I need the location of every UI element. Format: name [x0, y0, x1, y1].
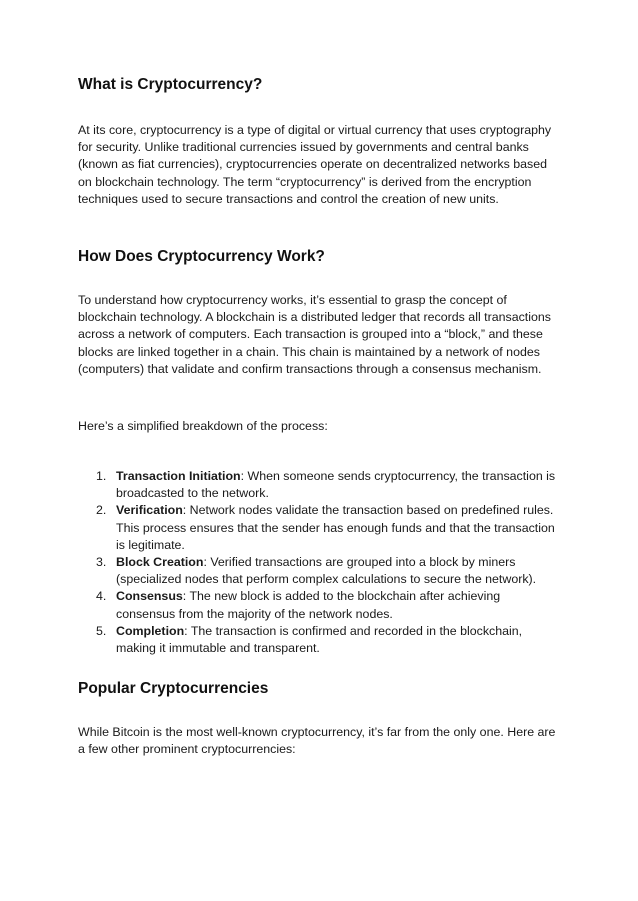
list-item-number: 1. — [96, 469, 107, 483]
paragraph-popular-intro: While Bitcoin is the most well-known cryptocurrency, it’s far from the only one. Here are a few other prominent cryptocurrencies: — [78, 725, 556, 757]
list-item-term: Transaction Initiation — [116, 469, 241, 483]
list-item-text: : Verified transactions are grouped into a block by miners (specialized nodes that perform complex calculations to secure the network). — [116, 555, 537, 587]
paragraph-crypto-definition: At its core, cryptocurrency is a type of digital or virtual currency that uses cryptography for security. Unlike traditional currencies issued by governments and central banks (known as fiat currencies), cryptocurrencies operate on decentralized networks based on blockchain technology. The term “cryptocurrency” is derived from the encryption techniques used to secure transactions and control the creation of new units. — [78, 123, 552, 206]
list-item-number: 2. — [96, 503, 107, 518]
paragraph-blockchain-explanation: To understand how cryptocurrency works, it’s essential to grasp the concept of blockchain technology. A blockchain is a distributed ledger that records all transactions across a network of computers. Each transaction is grouped into a “block,” and these blocks are linked together in a chain. This chain is maintained by a network of nodes (computers) that validate and confirm transactions through a consensus mechanism. — [78, 293, 551, 376]
list-item-verification — [78, 502, 562, 554]
list-item-block-creation — [78, 554, 562, 588]
list-item-term: Consensus — [116, 589, 183, 604]
list-item-number: 3. — [96, 555, 107, 570]
list-item-transaction-initiation — [78, 468, 562, 502]
list-item-text: : The new block is added to the blockchain after achieving consensus from the majority of the network nodes. — [116, 589, 501, 621]
list-item-text: : When someone sends cryptocurrency, the transaction is broadcasted to the network. — [116, 469, 556, 501]
list-item-term: Verification — [116, 503, 183, 518]
list-item-term: Block Creation — [116, 555, 204, 570]
heading-what-is-cryptocurrency: What is Cryptocurrency? — [78, 76, 263, 93]
list-item-completion — [78, 623, 562, 657]
list-item-text: : The transaction is confirmed and recorded in the blockchain, making it immutable and transparent. — [116, 623, 523, 656]
list-item-number: 5. — [96, 623, 107, 638]
list-item-consensus — [78, 588, 562, 622]
process-steps-list — [78, 468, 562, 657]
heading-popular-cryptocurrencies: Popular Cryptocurrencies — [78, 680, 269, 697]
list-item-number: 4. — [96, 589, 107, 604]
heading-how-does-it-work: How Does Cryptocurrency Work? — [78, 248, 325, 265]
list-item-text: : Network nodes validate the transaction based on predefined rules. This process ensures that the sender has enough funds and that the transaction is legitimate. — [116, 503, 555, 552]
list-item-term: Completion — [116, 623, 185, 638]
paragraph-breakdown-intro: Here’s a simplified breakdown of the process: — [78, 419, 328, 433]
